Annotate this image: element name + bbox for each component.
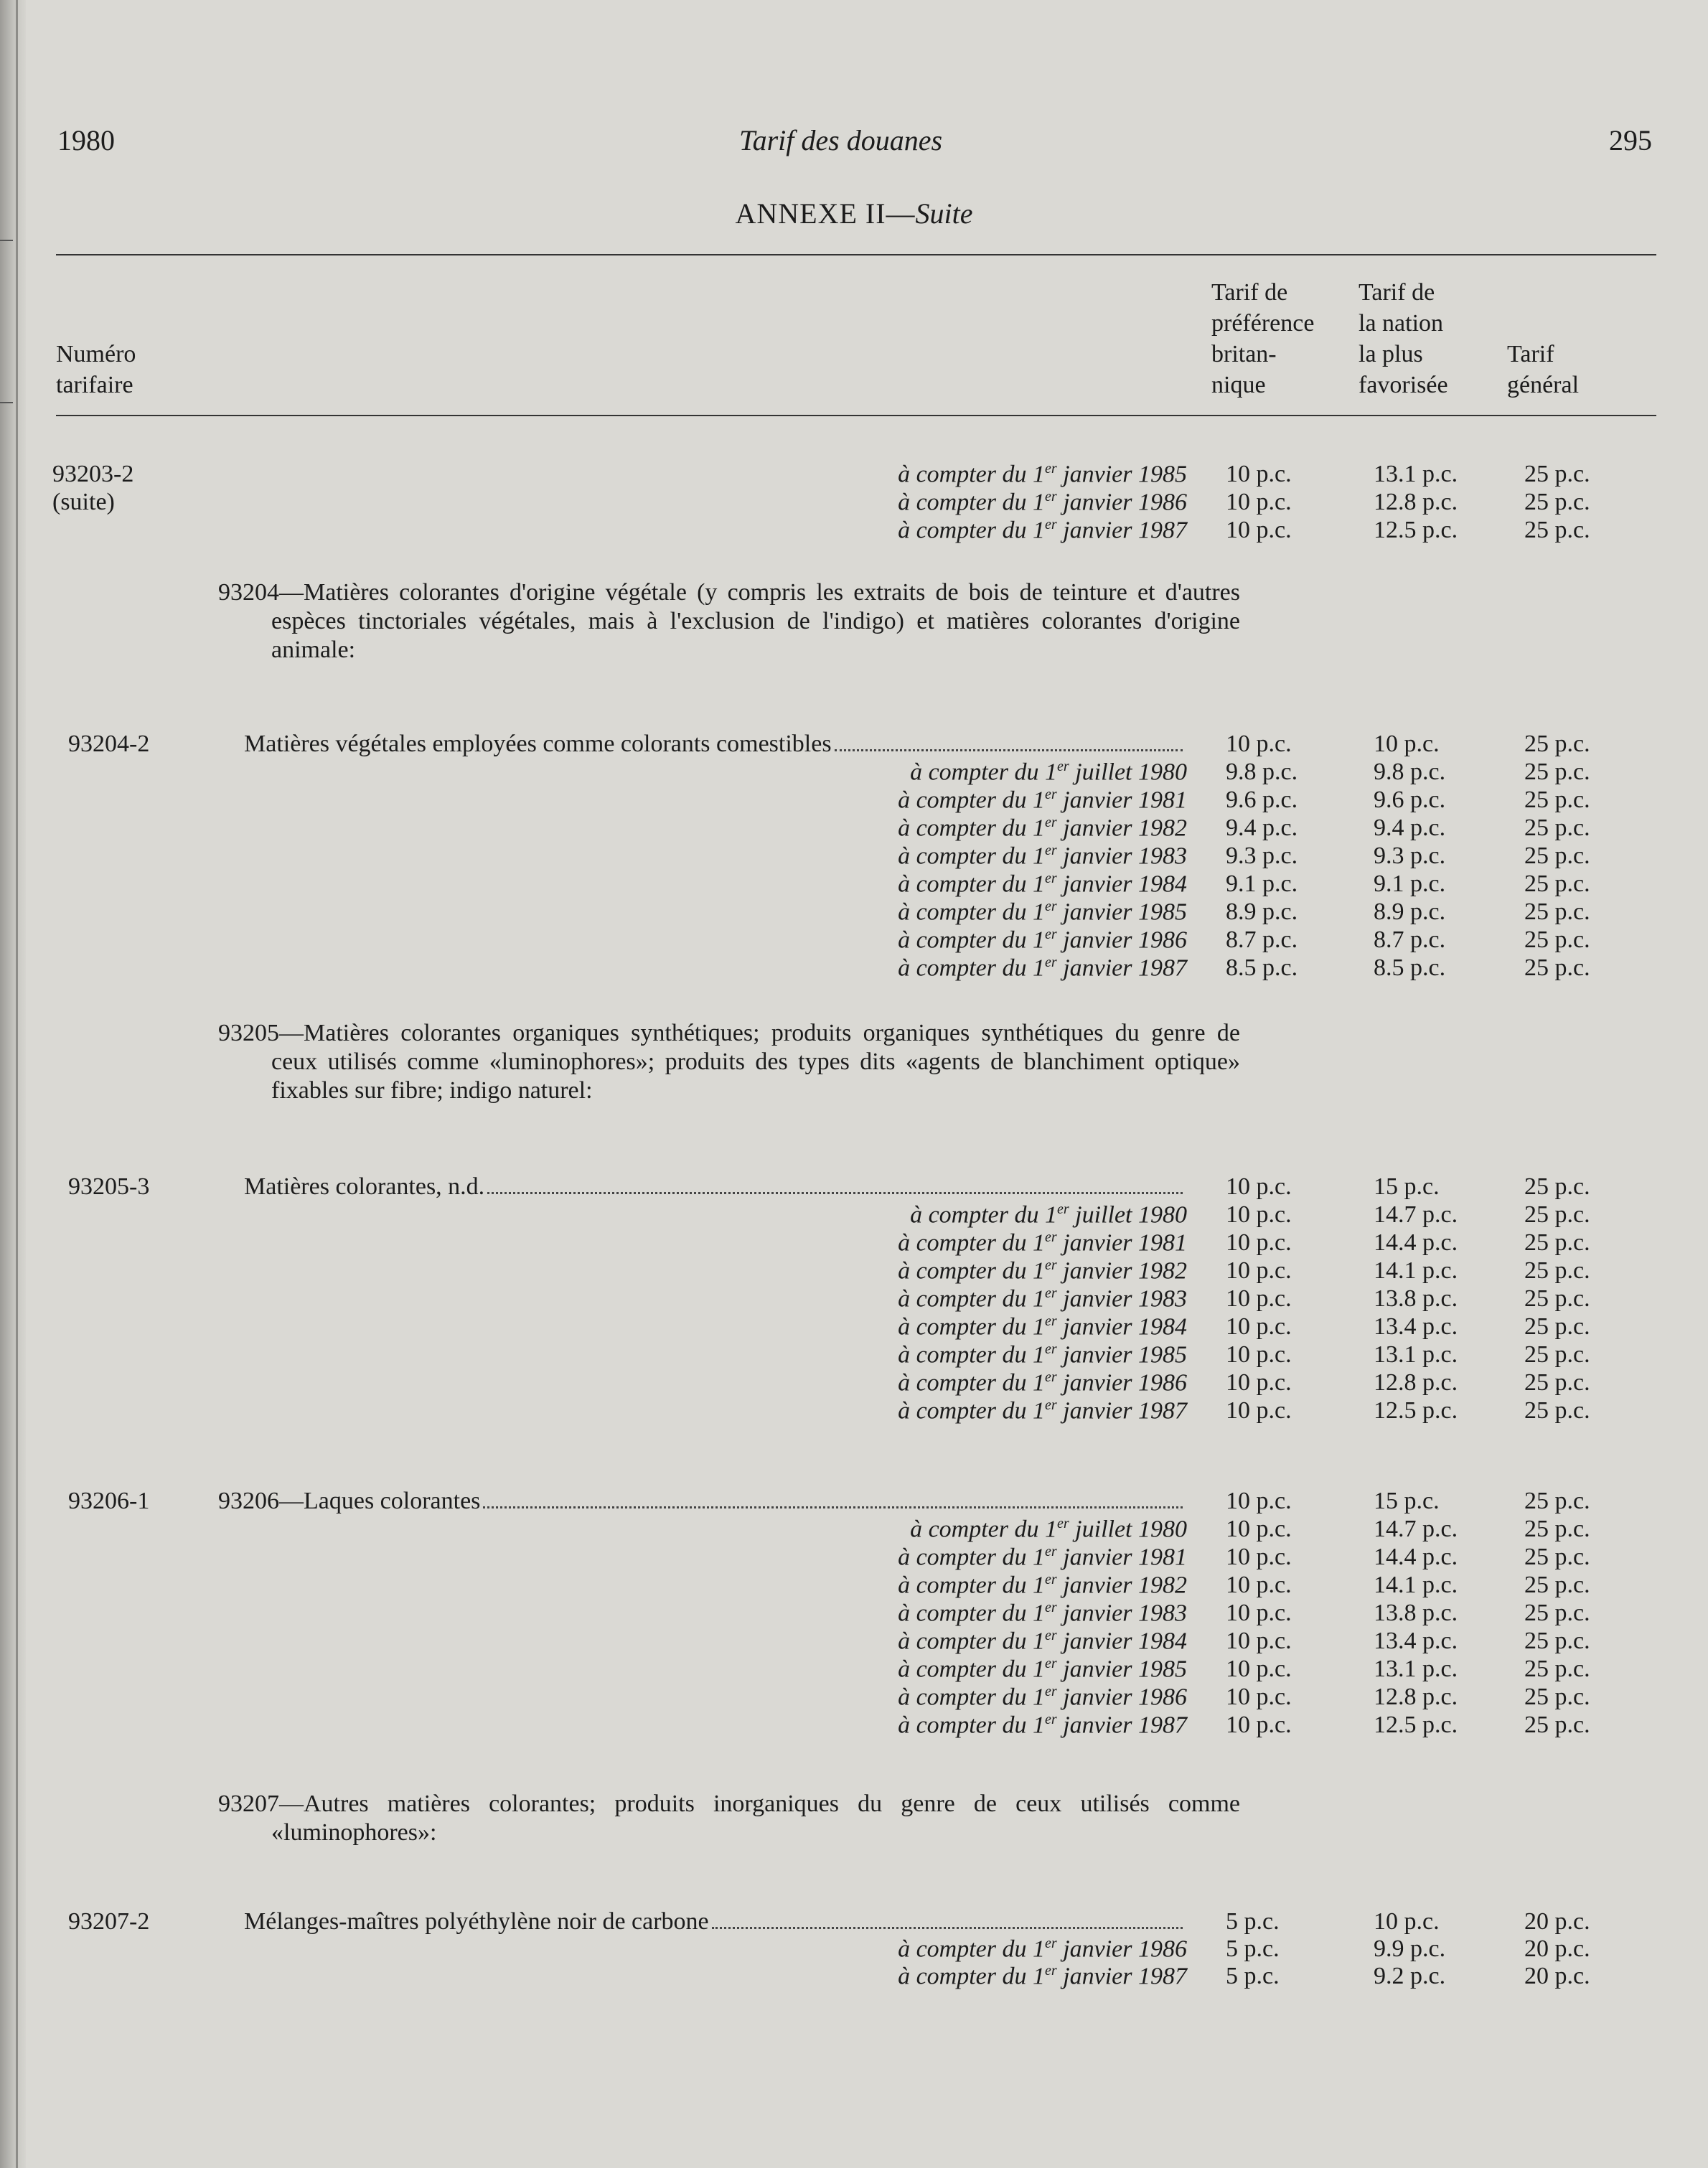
rate-mfn: 9.1 p.c.: [1374, 871, 1446, 897]
rate-gen: 25 p.c.: [1524, 1544, 1590, 1570]
rate-brit: 9.4 p.c.: [1226, 815, 1298, 841]
rate-mfn: 12.8 p.c.: [1374, 489, 1458, 515]
rate-mfn: 8.7 p.c.: [1374, 926, 1446, 953]
rate-mfn: 14.7 p.c.: [1374, 1201, 1458, 1228]
rate-mfn: 14.1 p.c.: [1374, 1257, 1458, 1284]
effective-date: à compter du 1er janvier 1984: [898, 1313, 1187, 1341]
effective-date: à compter du 1er janvier 1982: [898, 1572, 1187, 1599]
column-header-numero: Numéro tarifaire: [56, 341, 136, 398]
rate-mfn: 13.4 p.c.: [1374, 1313, 1458, 1340]
effective-date: à compter du 1er janvier 1986: [898, 926, 1187, 954]
item-description: [244, 1173, 1186, 1201]
rate-gen: 25 p.c.: [1524, 1369, 1590, 1396]
base-rate-mfn: 15 p.c.: [1374, 1173, 1440, 1200]
rate-brit: 10 p.c.: [1226, 1712, 1292, 1738]
effective-date: à compter du 1er janvier 1987: [898, 1712, 1187, 1739]
effective-date: à compter du 1er janvier 1986: [898, 489, 1187, 516]
rate-gen: 25 p.c.: [1524, 489, 1590, 515]
base-rate-brit: 5 p.c.: [1226, 1908, 1280, 1935]
tariff-code: 93204-2: [68, 731, 150, 757]
dot-leader: [483, 1506, 1183, 1508]
rate-gen: 25 p.c.: [1524, 1229, 1590, 1256]
rate-mfn: 13.4 p.c.: [1374, 1628, 1458, 1654]
effective-date: à compter du 1er janvier 1987: [898, 1963, 1187, 1990]
running-header-year: 1980: [57, 124, 115, 156]
rate-gen: 25 p.c.: [1524, 1600, 1590, 1626]
base-rate-mfn: 10 p.c.: [1374, 1908, 1440, 1935]
page-number: 295: [1609, 124, 1652, 156]
rate-gen: 25 p.c.: [1524, 1684, 1590, 1710]
rate-gen: 25 p.c.: [1524, 954, 1590, 981]
effective-date: à compter du 1er janvier 1983: [898, 1285, 1187, 1313]
rate-brit: 10 p.c.: [1226, 461, 1292, 487]
rate-gen: 25 p.c.: [1524, 1397, 1590, 1424]
rate-brit: 9.8 p.c.: [1226, 759, 1298, 785]
rate-brit: 10 p.c.: [1226, 1397, 1292, 1424]
rate-gen: 25 p.c.: [1524, 871, 1590, 897]
heading-description: 93207—Autres matières colorantes; produits inorganiques du genre de ceux utilisés comme «luminophores»:: [218, 1791, 1240, 1846]
rate-gen: 25 p.c.: [1524, 787, 1590, 813]
rate-mfn: 9.2 p.c.: [1374, 1963, 1446, 1989]
effective-date: à compter du 1er juillet 1980: [910, 1201, 1187, 1229]
rate-gen: 25 p.c.: [1524, 1712, 1590, 1738]
effective-date: à compter du 1er janvier 1986: [898, 1369, 1187, 1397]
column-header-nation-favorisee: Tarif de la nation la plus favorisée: [1359, 279, 1448, 398]
effective-date: à compter du 1er juillet 1980: [910, 1516, 1187, 1543]
item-label: Matières végétales employées comme colorants comestibles: [244, 731, 832, 757]
rate-brit: 10 p.c.: [1226, 1516, 1292, 1542]
rate-brit: 9.6 p.c.: [1226, 787, 1298, 813]
base-rate-gen: 20 p.c.: [1524, 1908, 1590, 1935]
effective-date: à compter du 1er janvier 1984: [898, 1628, 1187, 1655]
rate-gen: 25 p.c.: [1524, 1341, 1590, 1368]
rate-gen: 25 p.c.: [1524, 1656, 1590, 1682]
base-rate-gen: 25 p.c.: [1524, 1488, 1590, 1514]
annex-title-suffix: Suite: [915, 197, 973, 230]
rate-mfn: 9.8 p.c.: [1374, 759, 1446, 785]
effective-date: à compter du 1er janvier 1986: [898, 1684, 1187, 1711]
rate-mfn: 9.3 p.c.: [1374, 843, 1446, 869]
dot-leader: [835, 749, 1183, 751]
rate-gen: 25 p.c.: [1524, 843, 1590, 869]
base-rate-brit: 10 p.c.: [1226, 1488, 1292, 1514]
column-header-general: Tarif général: [1507, 341, 1580, 398]
rate-gen: 25 p.c.: [1524, 1628, 1590, 1654]
rate-brit: 10 p.c.: [1226, 1313, 1292, 1340]
rate-mfn: 9.6 p.c.: [1374, 787, 1446, 813]
rate-gen: 25 p.c.: [1524, 1201, 1590, 1228]
item-description: [244, 1908, 1186, 1935]
rate-brit: 10 p.c.: [1226, 489, 1292, 515]
rate-brit: 9.1 p.c.: [1226, 871, 1298, 897]
rate-brit: 10 p.c.: [1226, 1656, 1292, 1682]
base-rate-mfn: 15 p.c.: [1374, 1488, 1440, 1514]
annex-title: [0, 197, 1708, 230]
effective-date: à compter du 1er janvier 1983: [898, 843, 1187, 870]
rate-mfn: 14.4 p.c.: [1374, 1544, 1458, 1570]
item-label: Mélanges-maîtres polyéthylène noir de carbone: [244, 1908, 709, 1935]
rate-gen: 20 p.c.: [1524, 1963, 1590, 1989]
effective-date: à compter du 1er janvier 1987: [898, 517, 1187, 544]
rate-mfn: 8.9 p.c.: [1374, 898, 1446, 925]
heading-description: 93205—Matières colorantes organiques synthétiques; produits organiques synthétiques du genre de ceux utilisés comme «luminophores»; produits des types dits «agents de blanchiment optique» fixables sur fibre; indigo naturel:: [218, 1020, 1240, 1104]
rate-gen: 25 p.c.: [1524, 1572, 1590, 1598]
item-label: 93206—Laques colorantes: [218, 1488, 481, 1514]
tariff-code: 93205-3: [68, 1173, 150, 1200]
rate-mfn: 14.4 p.c.: [1374, 1229, 1458, 1256]
rate-brit: 8.9 p.c.: [1226, 898, 1298, 925]
base-rate-brit: 10 p.c.: [1226, 731, 1292, 757]
rate-brit: 10 p.c.: [1226, 1257, 1292, 1284]
rate-mfn: 12.5 p.c.: [1374, 1712, 1458, 1738]
rate-gen: 25 p.c.: [1524, 926, 1590, 953]
item-description: [218, 1488, 1186, 1515]
rate-mfn: 12.8 p.c.: [1374, 1369, 1458, 1396]
rate-gen: 20 p.c.: [1524, 1935, 1590, 1962]
rate-brit: 5 p.c.: [1226, 1963, 1280, 1989]
rate-gen: 25 p.c.: [1524, 1313, 1590, 1340]
dot-leader: [487, 1192, 1183, 1194]
column-header-britannique: Tarif de préférence britan- nique: [1211, 279, 1315, 398]
effective-date: à compter du 1er janvier 1987: [898, 954, 1187, 982]
rate-mfn: 9.4 p.c.: [1374, 815, 1446, 841]
dot-leader: [712, 1927, 1183, 1929]
rate-mfn: 8.5 p.c.: [1374, 954, 1446, 981]
rate-gen: 25 p.c.: [1524, 461, 1590, 487]
tariff-code: 93207-2: [68, 1908, 150, 1935]
rate-brit: 5 p.c.: [1226, 1935, 1280, 1962]
rate-brit: 10 p.c.: [1226, 1285, 1292, 1312]
item-label: Matières colorantes, n.d.: [244, 1173, 485, 1200]
rate-brit: 10 p.c.: [1226, 1341, 1292, 1368]
tariff-code-suffix: (suite): [52, 489, 115, 515]
tariff-code: 93206-1: [68, 1488, 150, 1514]
rate-brit: 10 p.c.: [1226, 1229, 1292, 1256]
rate-gen: 25 p.c.: [1524, 1257, 1590, 1284]
effective-date: à compter du 1er janvier 1981: [898, 1544, 1187, 1571]
rate-brit: 10 p.c.: [1226, 517, 1292, 543]
rate-brit: 10 p.c.: [1226, 1628, 1292, 1654]
effective-date: à compter du 1er janvier 1981: [898, 787, 1187, 814]
rate-brit: 10 p.c.: [1226, 1572, 1292, 1598]
rate-mfn: 13.8 p.c.: [1374, 1600, 1458, 1626]
effective-date: à compter du 1er janvier 1985: [898, 898, 1187, 926]
rate-gen: 25 p.c.: [1524, 898, 1590, 925]
rate-mfn: 9.9 p.c.: [1374, 1935, 1446, 1962]
annex-title-main: ANNEXE II—: [735, 197, 916, 230]
rate-gen: 25 p.c.: [1524, 815, 1590, 841]
table-header-rule: [56, 415, 1656, 416]
table-top-rule: [56, 254, 1656, 255]
rate-gen: 25 p.c.: [1524, 759, 1590, 785]
rate-mfn: 13.1 p.c.: [1374, 1341, 1458, 1368]
rate-brit: 9.3 p.c.: [1226, 843, 1298, 869]
rate-gen: 25 p.c.: [1524, 1285, 1590, 1312]
effective-date: à compter du 1er janvier 1982: [898, 815, 1187, 842]
effective-date: à compter du 1er janvier 1984: [898, 871, 1187, 898]
rate-mfn: 12.5 p.c.: [1374, 517, 1458, 543]
rate-brit: 10 p.c.: [1226, 1600, 1292, 1626]
rate-mfn: 12.8 p.c.: [1374, 1684, 1458, 1710]
base-rate-brit: 10 p.c.: [1226, 1173, 1292, 1200]
effective-date: à compter du 1er janvier 1981: [898, 1229, 1187, 1257]
rate-mfn: 12.5 p.c.: [1374, 1397, 1458, 1424]
rate-brit: 10 p.c.: [1226, 1201, 1292, 1228]
rate-mfn: 13.1 p.c.: [1374, 1656, 1458, 1682]
effective-date: à compter du 1er janvier 1983: [898, 1600, 1187, 1627]
rate-mfn: 13.1 p.c.: [1374, 461, 1458, 487]
rate-mfn: 14.7 p.c.: [1374, 1516, 1458, 1542]
tariff-code: 93203-2: [52, 461, 134, 487]
effective-date: à compter du 1er janvier 1985: [898, 1341, 1187, 1369]
rate-brit: 8.7 p.c.: [1226, 926, 1298, 953]
rate-brit: 10 p.c.: [1226, 1544, 1292, 1570]
rate-brit: 10 p.c.: [1226, 1684, 1292, 1710]
effective-date: à compter du 1er janvier 1986: [898, 1935, 1187, 1963]
effective-date: à compter du 1er juillet 1980: [910, 759, 1187, 786]
rate-gen: 25 p.c.: [1524, 517, 1590, 543]
effective-date: à compter du 1er janvier 1987: [898, 1397, 1187, 1425]
rate-mfn: 14.1 p.c.: [1374, 1572, 1458, 1598]
heading-description: 93204—Matières colorantes d'origine végétale (y compris les extraits de bois de teinture et d'autres espèces tinctoriales végétales, mais à l'exclusion de l'indigo) et matières colorantes d'origine animale:: [218, 579, 1240, 663]
rate-brit: 8.5 p.c.: [1226, 954, 1298, 981]
effective-date: à compter du 1er janvier 1982: [898, 1257, 1187, 1285]
base-rate-mfn: 10 p.c.: [1374, 731, 1440, 757]
rate-gen: 25 p.c.: [1524, 1516, 1590, 1542]
base-rate-gen: 25 p.c.: [1524, 1173, 1590, 1200]
item-description: [244, 731, 1186, 758]
rate-brit: 10 p.c.: [1226, 1369, 1292, 1396]
rate-mfn: 13.8 p.c.: [1374, 1285, 1458, 1312]
effective-date: à compter du 1er janvier 1985: [898, 461, 1187, 488]
base-rate-gen: 25 p.c.: [1524, 731, 1590, 757]
running-header-title: Tarif des douanes: [739, 124, 943, 156]
effective-date: à compter du 1er janvier 1985: [898, 1656, 1187, 1683]
